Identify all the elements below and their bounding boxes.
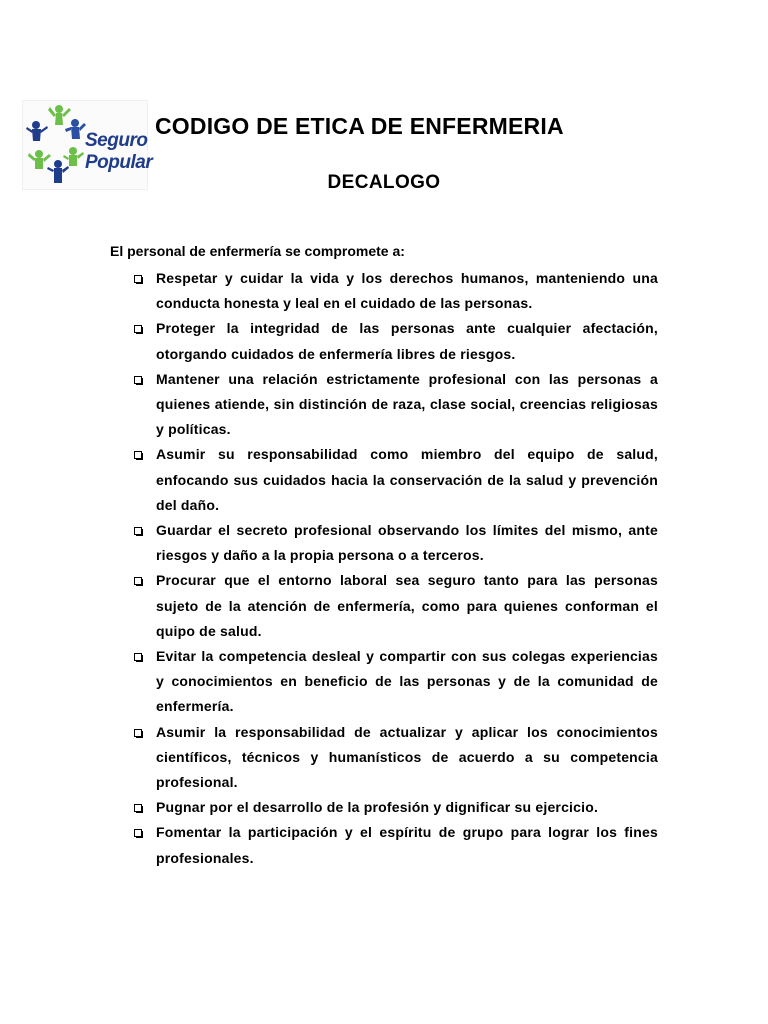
document-title: CODIGO DE ETICA DE ENFERMERIA — [155, 113, 564, 139]
list-item — [130, 442, 658, 518]
square-bullet-icon — [134, 577, 142, 585]
list-item — [130, 644, 658, 720]
list-item — [130, 367, 658, 443]
list-item — [130, 820, 658, 870]
square-bullet-icon — [134, 451, 142, 459]
square-bullet-icon — [134, 275, 142, 283]
list-item-text: Mantener una relación estrictamente profesional con las personas a quienes atiende, sin distinción de raza, clase social, creencias religiosas y políticas. — [156, 370, 658, 438]
square-bullet-icon — [134, 829, 142, 837]
list-item-text: Guardar el secreto profesional observando los límites del mismo, ante riesgos y daño a la propia persona o a terceros. — [156, 522, 658, 564]
subtitle-text: DECALOGO — [327, 172, 441, 193]
list-item — [130, 720, 658, 796]
list-item-text: Evitar la competencia desleal y compartir con sus colegas experiencias y conocimientos en beneficio de las personas y de la comunidad de enfermería. — [156, 648, 658, 715]
list-item-text: Pugnar por el desarrollo de la profesión y dignificar su ejercicio. — [156, 799, 599, 816]
list-item-text: Respetar y cuidar la vida y los derechos humanos, manteniendo una conducta honesta y leal en el cuidado de las personas. — [156, 270, 658, 312]
list-item — [130, 316, 658, 366]
list-item — [130, 795, 658, 820]
square-bullet-icon — [134, 376, 142, 384]
square-bullet-icon — [134, 804, 142, 812]
decalogue-list — [130, 266, 658, 871]
square-bullet-icon — [134, 653, 142, 661]
square-bullet-icon — [134, 729, 142, 737]
square-bullet-icon — [134, 325, 142, 333]
document-subtitle — [0, 172, 768, 194]
square-bullet-icon — [134, 527, 142, 535]
list-item-text: Asumir su responsabilidad como miembro del equipo de salud, enfocando sus cuidados hacia la conservación de la salud y prevención del daño. — [156, 446, 658, 513]
list-item — [130, 518, 658, 568]
list-item-text: Fomentar la participación y el espíritu de grupo para lograr los fines profesionales. — [156, 824, 658, 866]
intro-text: El personal de enfermería se compromete a: — [110, 243, 405, 259]
list-item-text: Procurar que el entorno laboral sea seguro tanto para las personas sujeto de la atención de enfermería, como para quienes conforman el quipo de salud. — [156, 572, 658, 639]
logo-word-popular: Popular — [85, 152, 153, 173]
list-item-text: Asumir la responsabilidad de actualizar y aplicar los conocimientos científicos, técnicos y humanísticos de acuerdo a su competencia profesional. — [156, 723, 658, 791]
list-item-text: Proteger la integridad de las personas ante cualquier afectación, otorgando cuidados de enfermería libres de riesgos. — [156, 320, 658, 362]
list-item — [130, 568, 658, 644]
logo-word-seguro: Seguro — [85, 130, 148, 151]
list-item — [130, 266, 658, 316]
